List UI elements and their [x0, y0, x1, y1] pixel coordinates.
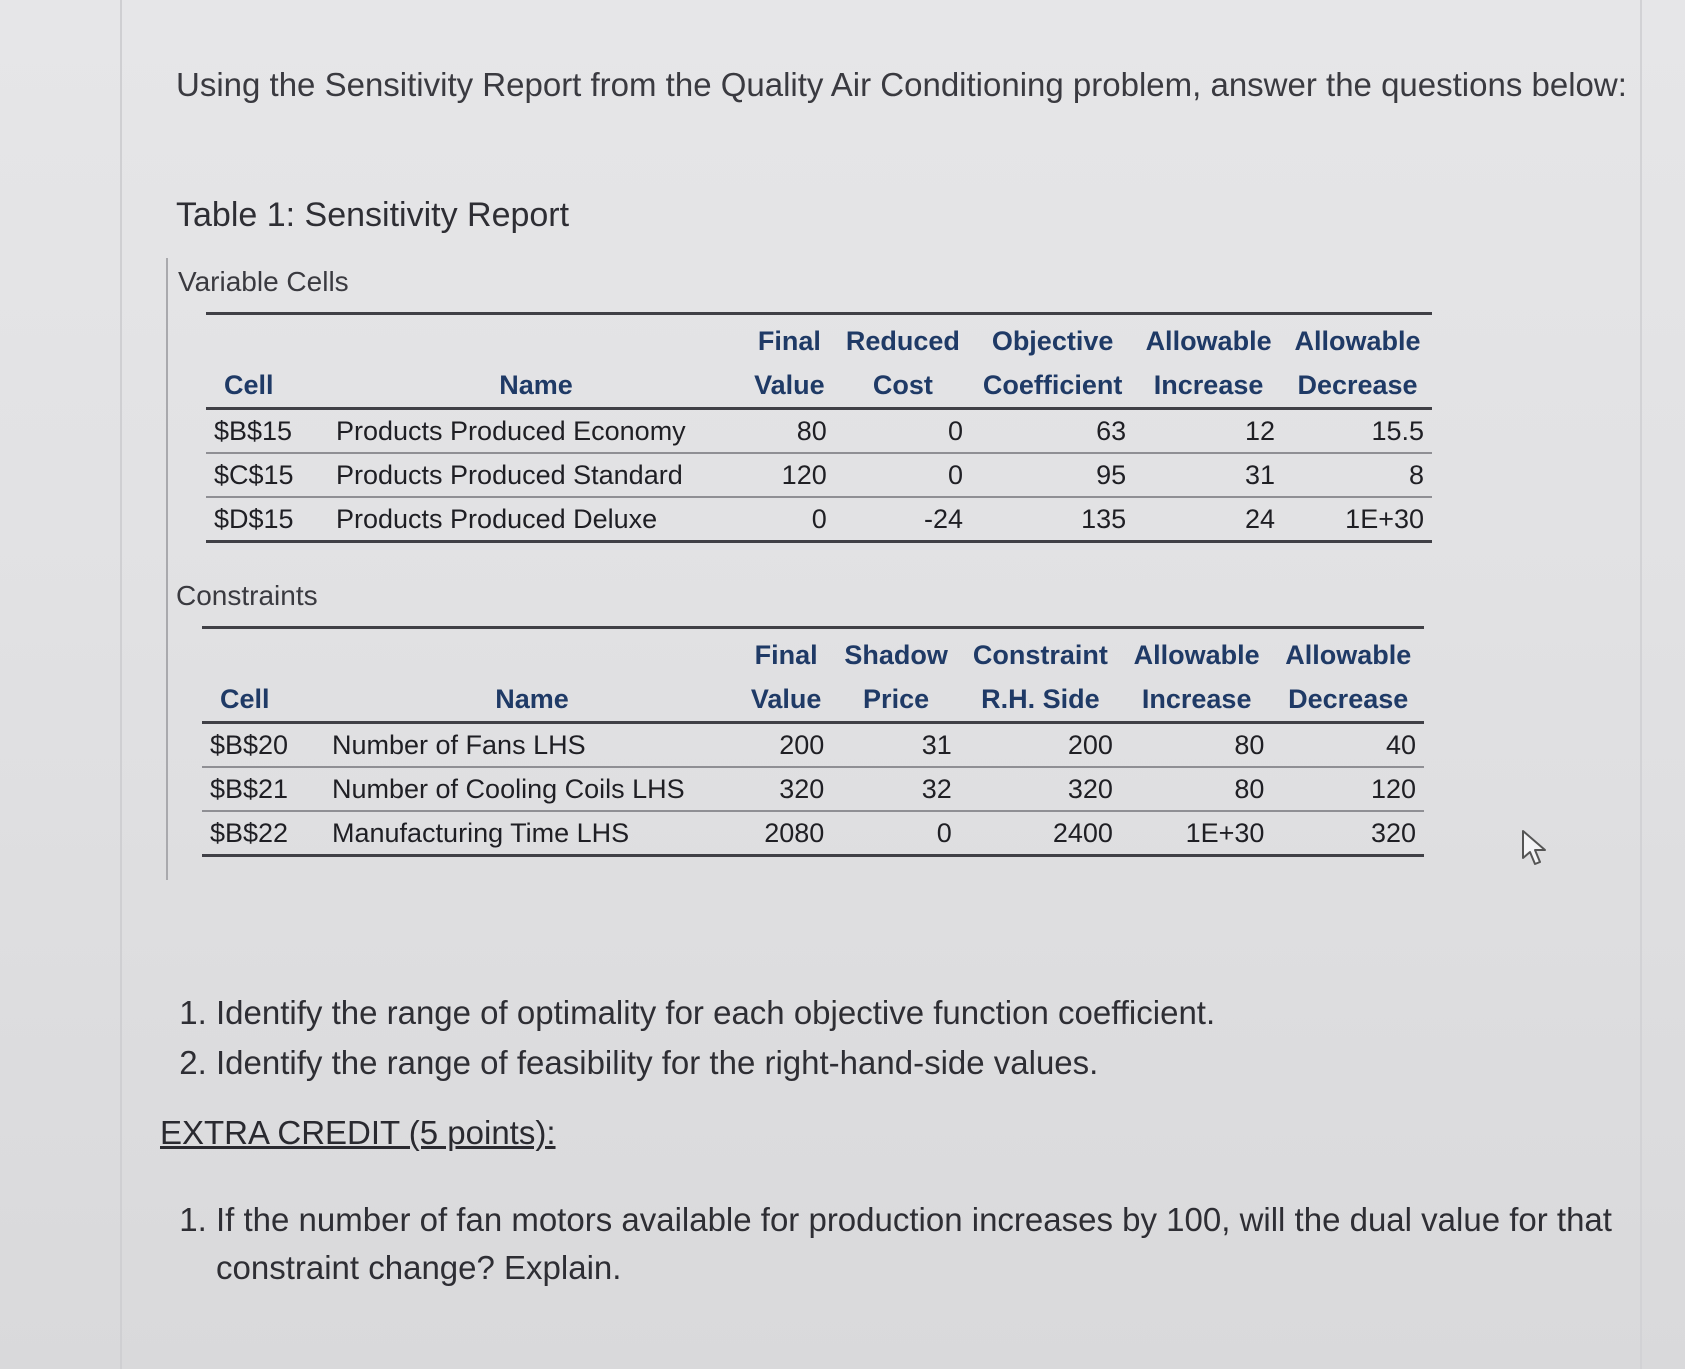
cell-ref: $B$20 — [202, 723, 324, 768]
header-cell: Increase — [1134, 363, 1283, 409]
cell-ref: $B$15 — [206, 409, 328, 454]
cell-name: Number of Cooling Coils LHS — [324, 767, 740, 811]
objective-coefficient: 95 — [971, 453, 1134, 497]
header-cell: Objective — [991, 326, 1114, 356]
header-cell: Constraint — [972, 640, 1108, 670]
objective-coefficient: 63 — [971, 409, 1134, 454]
mouse-pointer-icon — [1520, 828, 1554, 868]
header-cell: R.H. Side — [960, 677, 1121, 723]
header-cell: Name — [328, 363, 744, 409]
allowable-decrease: 8 — [1283, 453, 1432, 497]
table-title: Table 1: Sensitivity Report — [176, 196, 570, 234]
table-row — [206, 409, 1432, 454]
questions-list — [176, 988, 1616, 1088]
header-cell: Coefficient — [971, 363, 1134, 409]
table-row — [202, 767, 1424, 811]
table-row — [202, 811, 1424, 856]
allowable-increase: 1E+30 — [1121, 811, 1273, 856]
header-cell: Value — [740, 677, 832, 723]
allowable-decrease: 120 — [1272, 767, 1424, 811]
constraint-rhs: 2400 — [960, 811, 1121, 856]
extra-credit-title: EXTRA CREDIT (5 points): — [160, 1114, 556, 1151]
variable-cells-table — [206, 312, 1432, 543]
cell-name: Manufacturing Time LHS — [324, 811, 740, 856]
header-row-bottom — [202, 677, 1424, 723]
question-item: 1. Identify the range of optimality for each objective function coefficient. — [216, 988, 1616, 1038]
header-cell: Cost — [835, 363, 971, 409]
shadow-price: 31 — [832, 723, 960, 768]
header-cell — [324, 633, 740, 677]
header-cell: Value — [744, 363, 835, 409]
constraint-rhs: 200 — [960, 723, 1121, 768]
allowable-increase: 80 — [1121, 767, 1273, 811]
allowable-decrease: 40 — [1272, 723, 1424, 768]
constraints-table — [202, 626, 1424, 857]
reduced-cost: 0 — [835, 453, 971, 497]
shadow-price: 0 — [832, 811, 960, 856]
constraints-label: Constraints — [176, 580, 318, 611]
cell-name: Products Produced Standard — [328, 453, 744, 497]
header-cell: Allowable — [1145, 326, 1272, 356]
header-cell: Decrease — [1283, 363, 1432, 409]
question-item: 2. Identify the range of feasibility for the right-hand-side values. — [216, 1038, 1616, 1088]
table-row — [202, 723, 1424, 768]
cell-ref: $D$15 — [206, 497, 328, 542]
final-value: 120 — [744, 453, 835, 497]
question-item: 1. If the number of fan motors available for production increases by 100, will the dual value for that constraint change? Explain. — [216, 1196, 1636, 1292]
allowable-increase: 80 — [1121, 723, 1273, 768]
table-row — [206, 453, 1432, 497]
allowable-decrease: 320 — [1272, 811, 1424, 856]
constraint-rhs: 320 — [960, 767, 1121, 811]
allowable-decrease: 1E+30 — [1283, 497, 1432, 542]
cell-name: Products Produced Economy — [328, 409, 744, 454]
allowable-increase: 31 — [1134, 453, 1283, 497]
header-cell — [206, 319, 328, 363]
table-row — [206, 497, 1432, 542]
header-cell: Allowable — [1133, 640, 1260, 670]
objective-coefficient: 135 — [971, 497, 1134, 542]
header-row-bottom — [206, 363, 1432, 409]
shadow-price: 32 — [832, 767, 960, 811]
header-row-top — [206, 319, 1432, 363]
cell-ref: $B$21 — [202, 767, 324, 811]
header-cell — [328, 319, 744, 363]
header-cell: Cell — [206, 363, 328, 409]
header-cell: Decrease — [1272, 677, 1424, 723]
page-edge-right — [1640, 0, 1642, 1369]
final-value: 200 — [740, 723, 832, 768]
header-cell: Allowable — [1285, 640, 1412, 670]
reduced-cost: 0 — [835, 409, 971, 454]
allowable-decrease: 15.5 — [1283, 409, 1432, 454]
header-cell — [202, 633, 324, 677]
header-cell: Final — [757, 326, 821, 356]
allowable-increase: 24 — [1134, 497, 1283, 542]
cell-ref: $B$22 — [202, 811, 324, 856]
header-row-top — [202, 633, 1424, 677]
allowable-increase: 12 — [1134, 409, 1283, 454]
header-cell: Name — [324, 677, 740, 723]
cell-name: Number of Fans LHS — [324, 723, 740, 768]
header-cell: Reduced — [845, 326, 960, 356]
variable-cells-label: Variable Cells — [178, 266, 349, 297]
final-value: 2080 — [740, 811, 832, 856]
page-edge-left — [120, 0, 122, 1369]
cell-name: Products Produced Deluxe — [328, 497, 744, 542]
header-cell: Price — [832, 677, 960, 723]
final-value: 80 — [744, 409, 835, 454]
header-cell: Allowable — [1294, 326, 1421, 356]
final-value: 0 — [744, 497, 835, 542]
header-cell: Shadow — [844, 640, 948, 670]
header-cell: Final — [754, 640, 818, 670]
final-value: 320 — [740, 767, 832, 811]
cell-ref: $C$15 — [206, 453, 328, 497]
header-cell: Cell — [202, 677, 324, 723]
reduced-cost: -24 — [835, 497, 971, 542]
intro-paragraph: Using the Sensitivity Report from the Quality Air Conditioning problem, answer the questions below: — [176, 66, 1627, 103]
header-cell: Increase — [1121, 677, 1273, 723]
extra-credit-questions — [176, 1196, 1636, 1292]
